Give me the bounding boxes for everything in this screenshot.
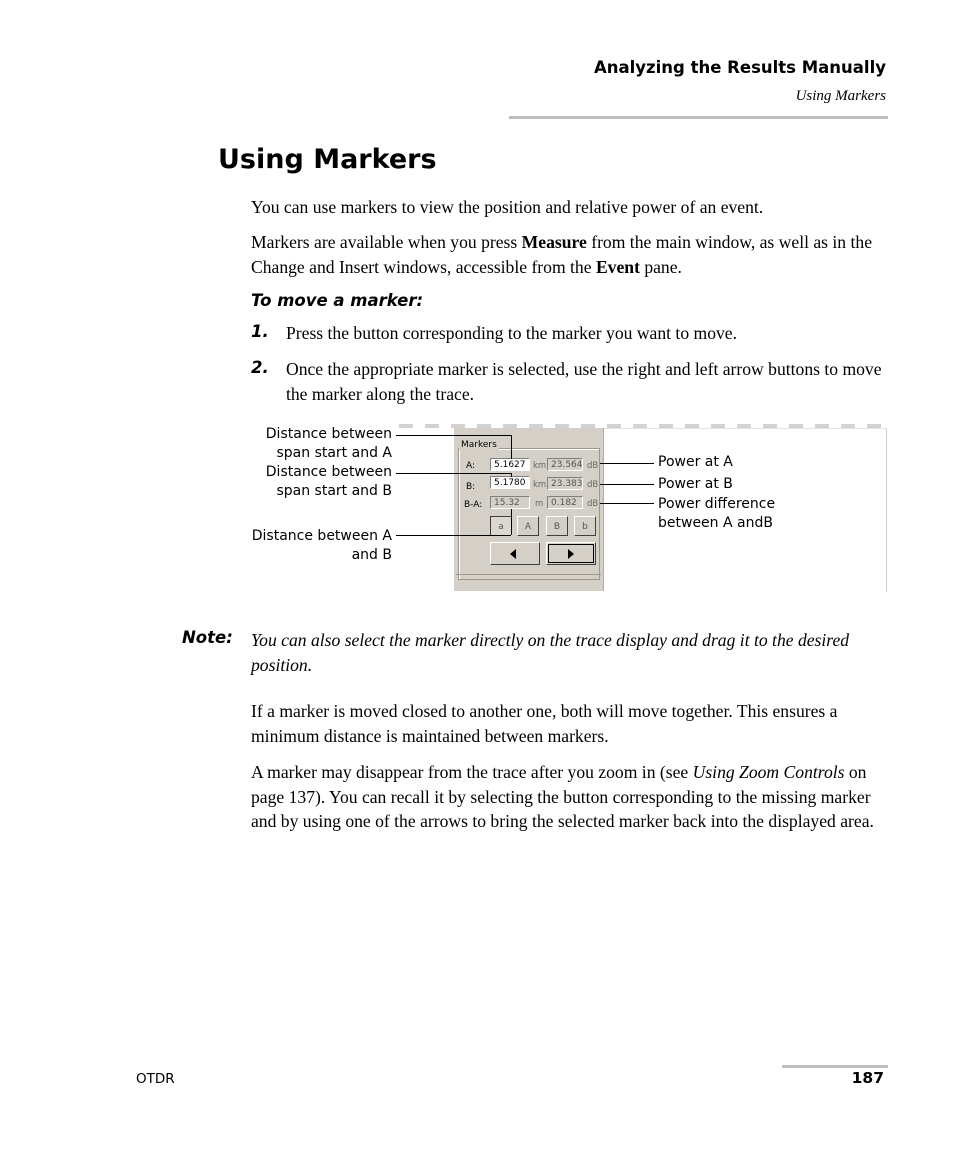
power-b-field: 23.383: [547, 477, 583, 490]
availability-paragraph: Markers are available when you press Measure from the main window, as well as in the Change and Insert windows, accessible from the Event pane.: [251, 232, 872, 277]
callout-power-a: Power at A: [658, 454, 733, 470]
zoom-paragraph: A marker may disappear from the trace after you zoom in (see Using Zoom Controls on page 137). You can recall it by selecting the button corresponding to the missing marker and by using one of the arrows to bring the selected marker back into the displayed area.: [251, 762, 874, 831]
callout-distance-span-a: Distance between span start and A: [265, 426, 392, 461]
distance-a-field[interactable]: 5.1627: [490, 458, 530, 471]
distance-b-minus-a-field: 15.32: [490, 496, 530, 509]
callout-power-b: Power at B: [658, 476, 733, 492]
marker-proximity-paragraph: If a marker is moved closed to another one, both will move together. This ensures a minimum distance is maintained between markers.: [251, 701, 838, 746]
callout-distance-a-b: Distance between A and B: [251, 528, 392, 563]
leader-line: [396, 435, 511, 436]
note-label: Note:: [182, 628, 233, 647]
power-unit: dB: [587, 461, 599, 471]
step-number: 2.: [251, 358, 269, 377]
note-text: You can also select the marker directly on the trace display and drag it to the desired position.: [251, 630, 850, 675]
header-rule: [509, 116, 888, 119]
right-arrow-icon: [568, 549, 574, 559]
section-heading: Using Markers: [218, 144, 437, 175]
marker-a-button[interactable]: A: [517, 516, 539, 536]
leader-line: [600, 503, 654, 504]
leader-line: [511, 435, 512, 459]
page-number: 187: [851, 1069, 884, 1087]
measure-term: Measure: [521, 232, 587, 252]
power-a-field: 23.564: [547, 458, 583, 471]
footer-rule: [782, 1065, 888, 1068]
procedure-title: To move a marker:: [251, 291, 424, 310]
callout-distance-span-b: Distance between span start and B: [265, 464, 392, 499]
distance-unit: km: [533, 480, 547, 490]
leader-line: [396, 535, 511, 536]
leader-line: [396, 473, 511, 474]
running-header-title: Analyzing the Results Manually: [593, 58, 886, 77]
leader-line: [511, 473, 512, 477]
move-right-button[interactable]: [546, 542, 596, 565]
panel-divider: [456, 574, 601, 575]
distance-unit: km: [533, 461, 547, 471]
move-left-button[interactable]: [490, 542, 540, 565]
zoom-controls-link[interactable]: Using Zoom Controls: [692, 762, 845, 782]
running-header-subtitle: Using Markers: [795, 88, 886, 104]
power-difference-field: 0.182: [547, 496, 583, 509]
power-unit: dB: [587, 480, 599, 490]
row-label-b: B:: [466, 482, 476, 492]
leader-line: [511, 509, 512, 535]
step-text: Press the button corresponding to the marker you want to move.: [286, 323, 737, 343]
event-term: Event: [595, 256, 640, 277]
marker-b-button[interactable]: B: [546, 516, 568, 536]
marker-a-small-button[interactable]: a: [490, 516, 512, 536]
marker-b-small-button[interactable]: b: [574, 516, 596, 536]
markers-group-title: Markers: [461, 440, 497, 450]
distance-unit: m: [535, 499, 544, 509]
step-number: 1.: [251, 322, 269, 341]
row-label-a: A:: [466, 461, 476, 471]
left-arrow-icon: [510, 549, 516, 559]
callout-power-difference: Power difference between A andB: [658, 496, 776, 531]
distance-b-field[interactable]: 5.1780: [490, 476, 530, 489]
row-label-b-minus-a: B-A:: [464, 500, 483, 510]
leader-line: [600, 463, 654, 464]
footer-product: OTDR: [136, 1071, 175, 1087]
leader-line: [600, 484, 654, 485]
power-unit: dB: [587, 499, 599, 509]
step-text: Once the appropriate marker is selected, use the right and left arrow buttons to move the marker along the trace.: [286, 359, 882, 404]
intro-paragraph: You can use markers to view the position and relative power of an event.: [251, 197, 764, 217]
